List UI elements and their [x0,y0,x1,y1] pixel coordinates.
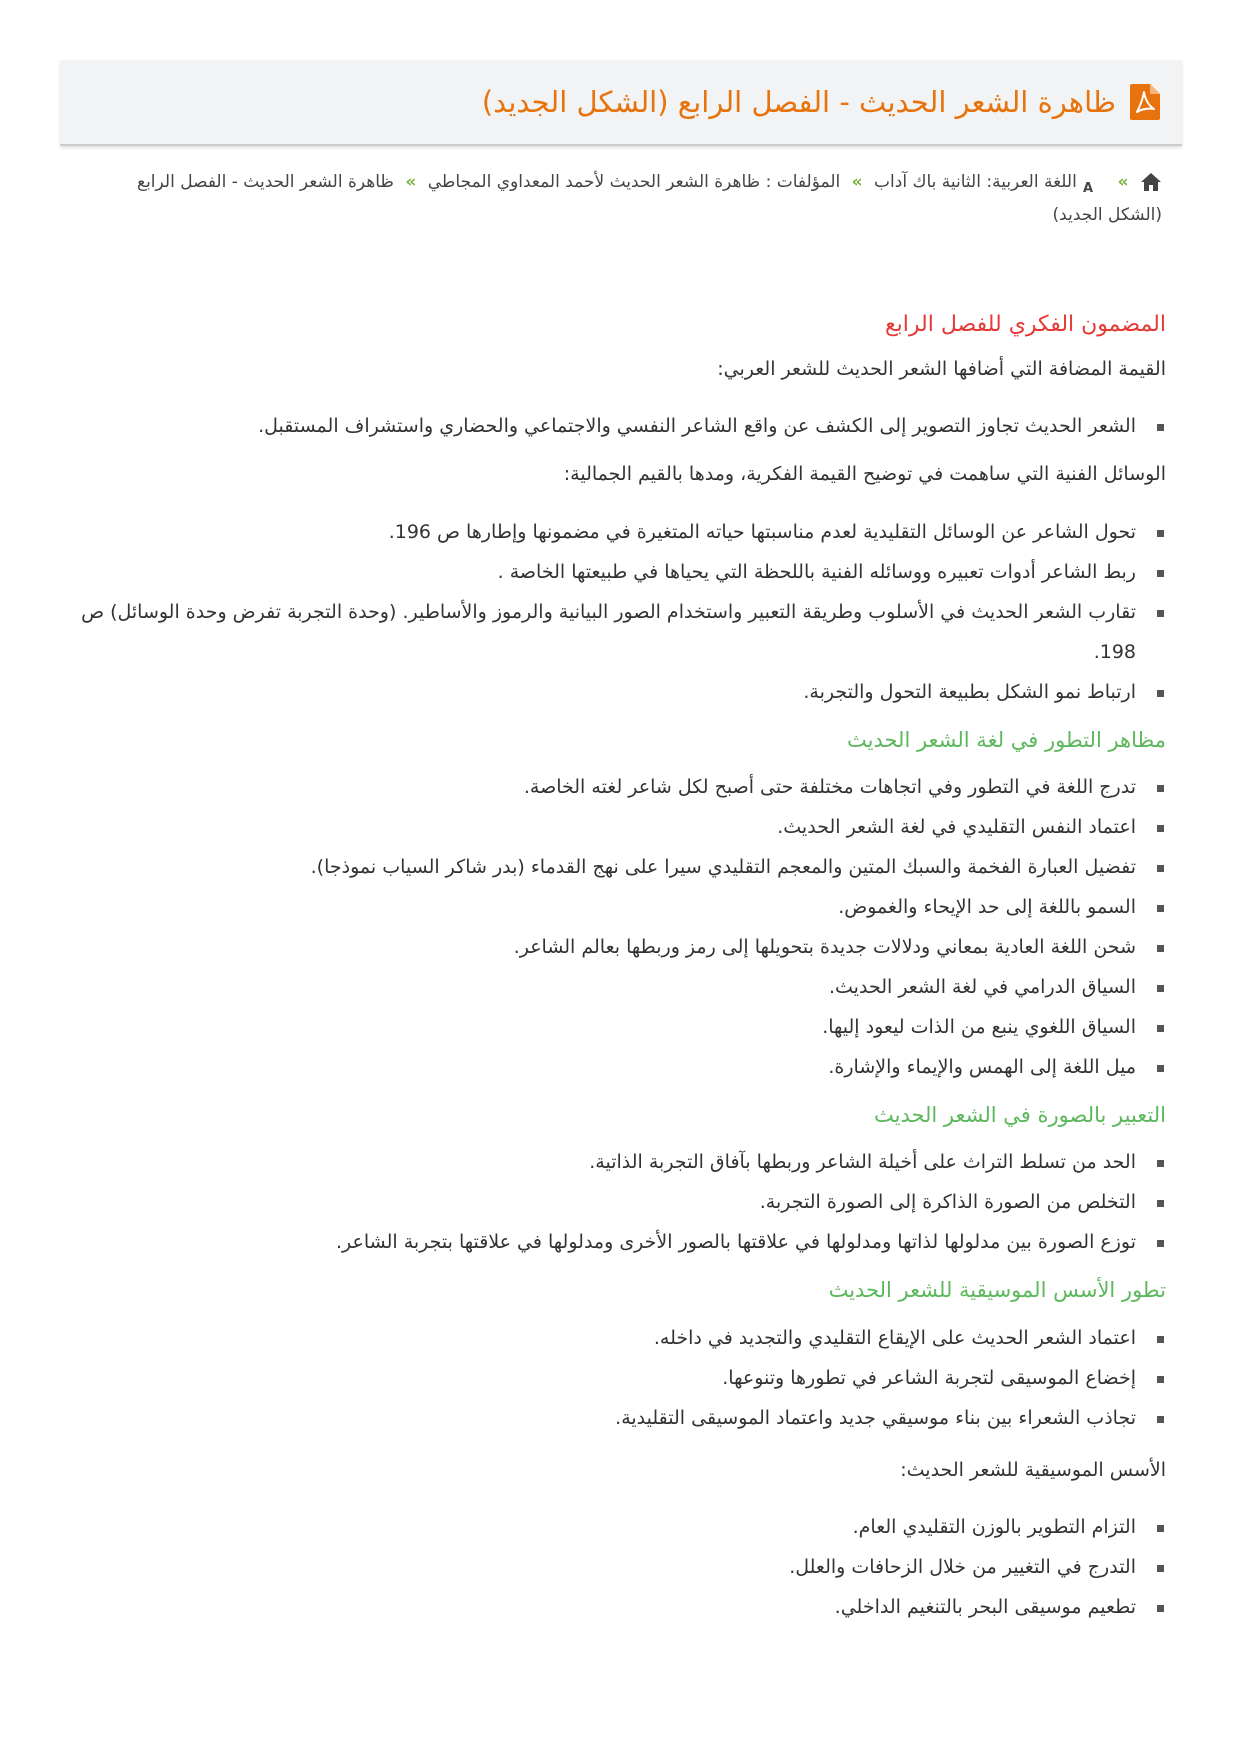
list-item: تدرج اللغة في التطور وفي اتجاهات مختلفة حتى أصبح لكل شاعر لغته الخاصة. [76,767,1136,807]
list-item: الحد من تسلط التراث على أخيلة الشاعر وربطها بآفاق التجربة الذاتية. [76,1142,1136,1182]
bullet-list [76,406,1166,446]
breadcrumb-separator: » [1117,172,1129,192]
list-item: تفضيل العبارة الفخمة والسبك المتين والمعجم التقليدي سيرا على نهج القدماء (بدر شاكر السياب نموذجا). [76,847,1136,887]
list-item: اعتماد الشعر الحديث على الإيقاع التقليدي والتجديد في داخله. [76,1318,1136,1358]
section-heading-music: تطور الأسس الموسيقية للشعر الحديث [828,1278,1166,1303]
svg-text:A: A [1083,181,1094,193]
document-page [60,60,1182,1641]
bullet-list [76,1507,1166,1627]
pdf-icon [1130,84,1160,120]
section-intro: القيمة المضافة التي أضافها الشعر الحديث للشعر العربي: [717,357,1166,380]
list-item: تجاذب الشعراء بين بناء موسيقي جديد واعتماد الموسيقى التقليدية. [76,1398,1136,1438]
list-item: التدرج في التغيير من خلال الزحافات والعلل. [76,1547,1136,1587]
list-item: التخلص من الصورة الذاكرة إلى الصورة التجربة. [76,1182,1136,1222]
home-icon[interactable] [1140,172,1162,192]
list-item: ربط الشاعر أدوات تعبيره ووسائله الفنية باللحظة التي يحياها في طبيعتها الخاصة . [76,552,1136,592]
breadcrumb-item-course[interactable]: اللغة العربية: الثانية باك آداب [874,172,1077,192]
list-item: تطعيم موسيقى البحر بالتنغيم الداخلي. [76,1587,1136,1627]
list-item: ميل اللغة إلى الهمس والإيماء والإشارة. [76,1047,1136,1087]
list-item: شحن اللغة العادية بمعاني ودلالات جديدة بتحويلها إلى رمز وربطها بعالم الشاعر. [76,927,1136,967]
list-item: توزع الصورة بين مدلولها لذاتها ومدلولها في علاقتها بالصور الأخرى ومدلولها في علاقتها بتجربة الشاعر. [76,1222,1136,1262]
list-item: تقارب الشعر الحديث في الأسلوب وطريقة التعبير واستخدام الصور البيانية والرموز والأساطير. (وحدة التجربة تفرض وحدة الوسائل) ص 198. [76,592,1136,672]
section-heading-language: مظاهر التطور في لغة الشعر الحديث [847,727,1166,752]
list-item: السمو باللغة إلى حد الإيحاء والغموض. [76,887,1136,927]
breadcrumb-separator: » [851,172,863,192]
bullet-list [76,767,1166,1087]
list-item: التزام التطوير بالوزن التقليدي العام. [76,1507,1136,1547]
title-bar [60,60,1182,146]
list-item: السياق الدرامي في لغة الشعر الحديث. [76,967,1136,1007]
section-heading-content: المضمون الفكري للفصل الرابع [884,312,1166,337]
page-title: ظاهرة الشعر الحديث - الفصل الرابع (الشكل الجديد) [481,84,1116,119]
bullet-list [76,1142,1166,1262]
list-item: السياق اللغوي ينبع من الذات ليعود إليها. [76,1007,1136,1047]
list-item: اعتماد النفس التقليدي في لغة الشعر الحديث. [76,807,1136,847]
section-intro: الوسائل الفنية التي ساهمت في توضيح القيمة الفكرية، ومدها بالقيم الجمالية: [563,463,1166,486]
translate-icon [1082,171,1106,193]
breadcrumb-item-current: ظاهرة الشعر الحديث - الفصل الرابع (الشكل الجديد) [137,172,1162,225]
breadcrumb [60,166,1162,232]
main-content [60,310,1182,1627]
list-item: ارتباط نمو الشكل بطبيعة التحول والتجربة. [76,672,1136,712]
bullet-list [76,512,1166,712]
breadcrumb-item-works[interactable]: المؤلفات : ظاهرة الشعر الحديث لأحمد المعداوي المجاطي [427,172,841,192]
list-item: إخضاع الموسيقى لتجربة الشاعر في تطورها وتنوعها. [76,1358,1136,1398]
section-intro: الأسس الموسيقية للشعر الحديث: [900,1458,1166,1481]
list-item: تحول الشاعر عن الوسائل التقليدية لعدم مناسبتها حياته المتغيرة في مضمونها وإطارها ص 196. [76,512,1136,552]
section-heading-image: التعبير بالصورة في الشعر الحديث [873,1103,1166,1128]
list-item: الشعر الحديث تجاوز التصوير إلى الكشف عن واقع الشاعر النفسي والاجتماعي والحضاري واستشراف المستقبل. [76,406,1136,446]
bullet-list [76,1318,1166,1438]
breadcrumb-separator: » [405,172,417,192]
